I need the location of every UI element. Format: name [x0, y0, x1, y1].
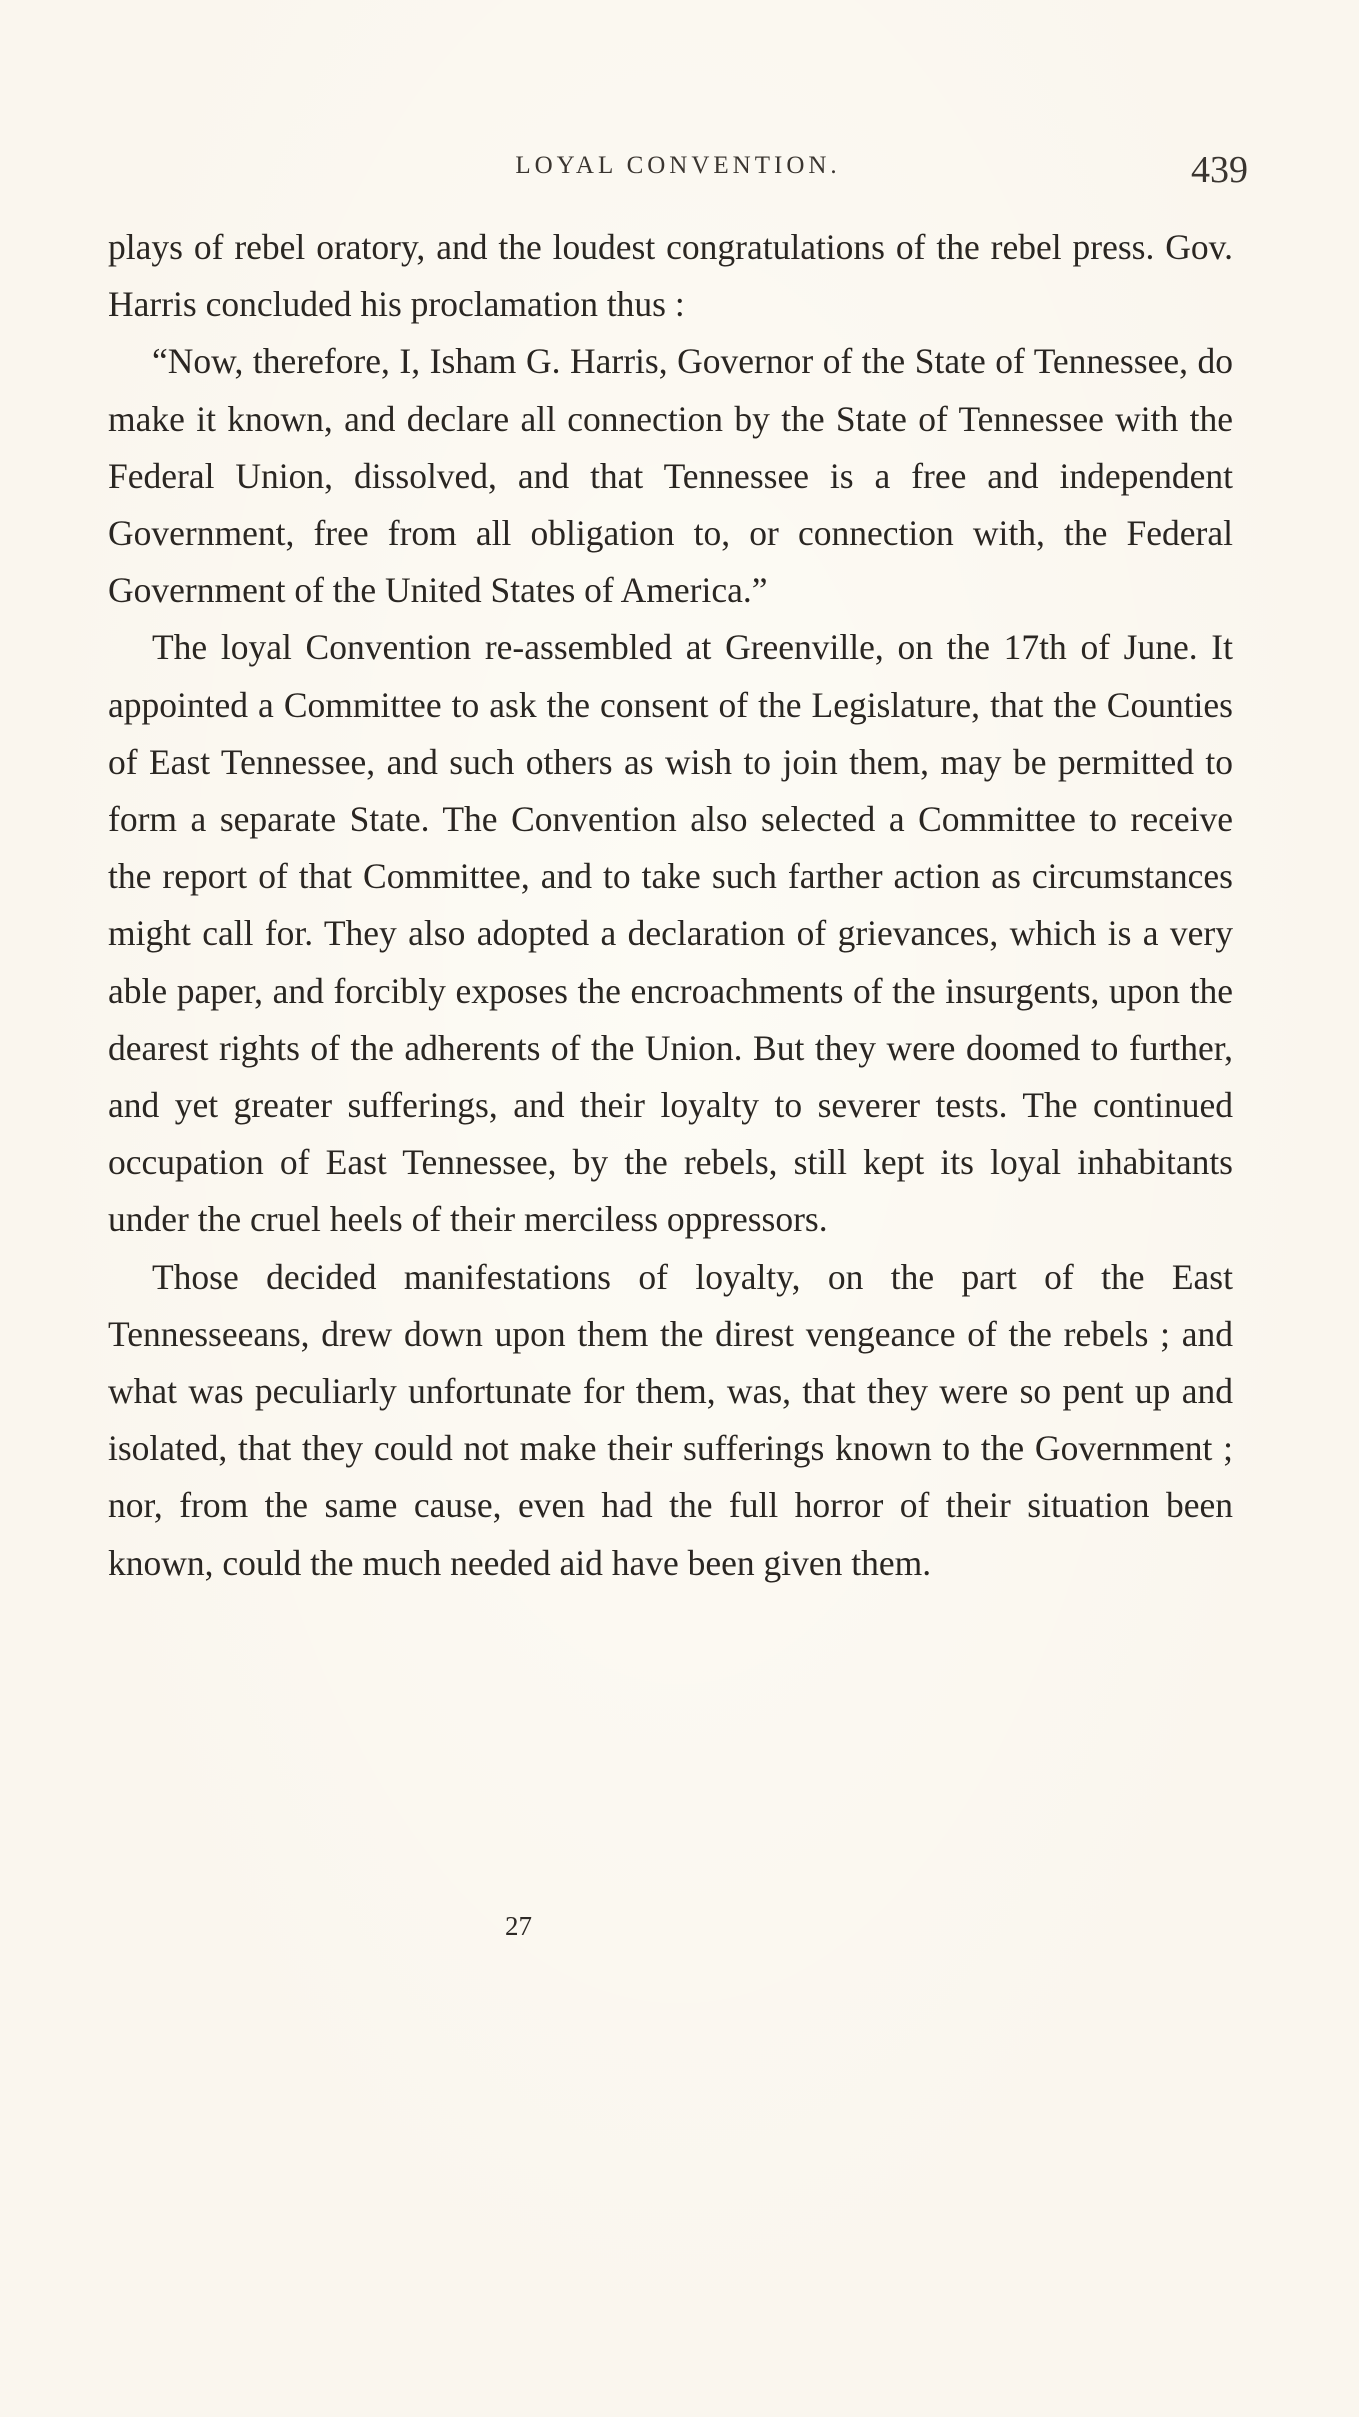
- signature-mark: 27: [505, 1911, 532, 1941]
- paragraph-manifestations: Those decided manifestations of loyalty, on the part of the East Tennesseeans, drew down upon them the direst vengeance of the rebels ; and what was peculiarly unfortunate for them, was, that they were so pent up and isolated, that they could not make their sufferings known to the Government ; nor, from the same cause, even had the full horror of their situation been known, could the much needed aid have been given them.: [108, 1256, 1233, 1583]
- running-head: [108, 148, 1248, 191]
- page-number: 439: [1191, 149, 1248, 191]
- paragraph-proclamation-quote: “Now, therefore, I, Isham G. Harris, Governor of the State of Tennessee, do make it known, and declare all connection by the State of Tennessee with the Federal Union, dissolved, and that Tennessee is a free and independent Government, free from all obligation to, or connection with, the Federal Government of the United States of America.”: [108, 341, 1233, 611]
- body-text: [108, 219, 1233, 1592]
- paragraph-continued: plays of rebel oratory, and the loudest congratulations of the rebel press. Gov. Harris concluded his proclamation thus :: [108, 227, 1233, 325]
- paragraph-convention: The loyal Convention re-assembled at Greenville, on the 17th of June. It appointed a Committee to ask the consent of the Legislature, that the Counties of East Tennessee, and such others as wish to join them, may be permitted to form a separate State. The Convention also selected a Committee to receive the report of that Committee, and to take such farther action as circumstances might call for. They also adopted a declaration of grievances, which is a very able paper, and forcibly exposes the encroachments of the insurgents, upon the dearest rights of the adherents of the Union. But they were doomed to further, and yet greater sufferings, and their loyalty to severer tests. The continued occupation of East Tennessee, by the rebels, still kept its loyal inhabitants under the cruel heels of their merciless oppressors.: [108, 627, 1233, 1240]
- running-title: LOYAL CONVENTION.: [515, 152, 841, 179]
